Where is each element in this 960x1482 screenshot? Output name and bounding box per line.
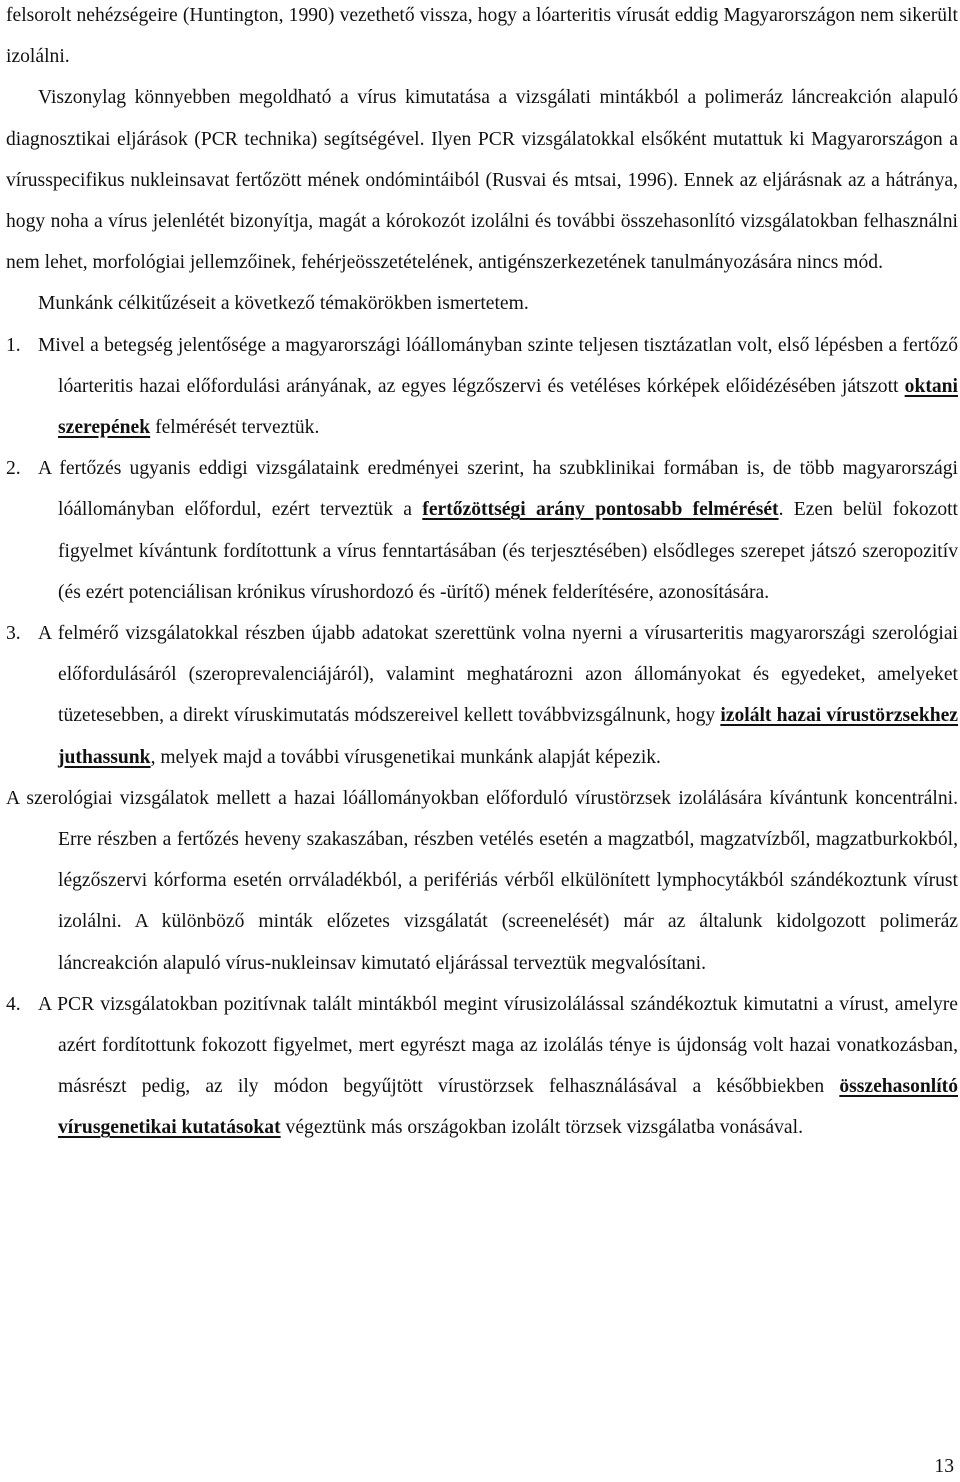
- item-text: . Ezen belül fokozott figyelmet kívántunk fordítottunk a vírus fenntartásában (és terjesztésében) elsődleges szerepet játszó szeropozitív (és ezért potenciálisan krónikus vírushordozó és -ürítő) mének felderítésére, azonosítására.: [58, 499, 958, 603]
- emphasis-text: oktani szerepének: [58, 375, 958, 439]
- objective-item-2: [6, 448, 958, 613]
- page-number: 13: [934, 1456, 954, 1477]
- paragraph-pcr-detection: Viszonylag könnyebben megoldható a vírus kimutatása a vizsgálati mintákból a polimeráz láncreakción alapuló diagnosztikai eljárások (PCR technika) segítségével. Ilyen PCR vizsgálatokkal elsőként mutattuk ki Magyarországon a vírusspecifikus nukleinsavat fertőzött mének ondómintáiból (Rusvai és mtsai, 1996). Ennek az eljárásnak az a hátránya, hogy noha a vírus jelenlétét bizonyítja, magát a kórokozót izolálni és további összehasonlító vizsgálatokban felhasználni nem lehet, morfológiai jellemzőinek, fehérjeösszetételének, antigénszerkezetének tanulmányozására nincs mód.: [6, 87, 958, 274]
- objective-item-3: [6, 613, 958, 778]
- item-text: A PCR vizsgálatokban pozitívnak talált mintákból megint vírusizolálással szándékoztuk kimutatni a vírust, amelyre azért fordítottunk fokozott figyelmet, mert egyrészt maga az izolálás ténye is újdonság volt hazai vonatkozásban, másrészt pedig, az ily módon begyűjtött vírustörzsek felhasználásával a későbbiekben: [38, 993, 958, 1098]
- document-page: [6, 0, 958, 1149]
- emphasis-text: izolált hazai vírustörzsekhez juthassunk: [58, 705, 959, 768]
- paragraph-continuation: felsorolt nehézségeire (Huntington, 1990) vezethető vissza, hogy a lóarteritis vírusát eddig Magyarországon nem sikerült izolálni.: [6, 5, 958, 68]
- paragraph-serology: A szerológiai vizsgálatok mellett a hazai lóállományokban előforduló vírustörzsek izolálására kívántunk koncentrálni. Erre részben a fertőzés heveny szakaszában, részben vetélés esetén a magzatból, magzatvízből, magzatburkokból, légzőszervi kórforma esetén orrváladékból, a perifériás vérből elkülönített lymphocytákból szándékoztunk vírust izolálni. A különböző minták előzetes vizsgálatát (screenelését) már az általunk kidolgozott polimeráz láncreakción alapuló vírus-nukleinsav kimutató eljárással terveztük megvalósítani.: [6, 787, 958, 974]
- paragraph-objectives-intro: Munkánk célkitűzéseit a következő témakörökben ismertetem.: [38, 293, 529, 315]
- item-text: Mivel a betegség jelentősége a magyarországi lóállományban szinte teljesen tisztázatlan volt, első lépésben a fertőző lóarteritis hazai előfordulási arányának, az egyes légzőszervi és vetéléses kórképek előidézésében játszott: [38, 334, 958, 397]
- item-text: felmérését terveztük.: [155, 417, 320, 439]
- item-text: A felmérő vizsgálatokkal részben újabb adatokat szerettünk volna nyerni a vírusarteritis magyarországi szerológiai előfordulásáról (szeroprevalenciájáról), valamint meghatározni azon állományokat és egyedeket, amelyeket tüzetesebben, a direkt víruskimutatás módszereivel kellett továbbvizsgálnunk, hogy: [38, 623, 958, 727]
- emphasis-text: fertőzöttségi arány pontosabb felmérését: [422, 499, 779, 521]
- item-text: végeztünk más országokban izolált törzsek vizsgálatba vonásával.: [285, 1117, 803, 1139]
- item-number: 2.: [6, 458, 21, 480]
- item-number: 3.: [6, 623, 21, 645]
- item-text: , melyek majd a további vírusgenetikai munkánk alapját képezik.: [150, 746, 661, 768]
- item-number: 4.: [6, 993, 21, 1015]
- objective-item-1: [6, 325, 958, 449]
- item-number: 1.: [6, 334, 21, 356]
- emphasis-text: összehasonlító vírusgenetikai kutatásokat: [58, 1076, 958, 1139]
- item-text: A fertőzés ugyanis eddigi vizsgálataink eredményei szerint, ha szubklinikai formában is, de több magyarországi lóállományban előfordul, ezért terveztük a: [38, 458, 958, 521]
- objective-item-4: [6, 984, 958, 1149]
